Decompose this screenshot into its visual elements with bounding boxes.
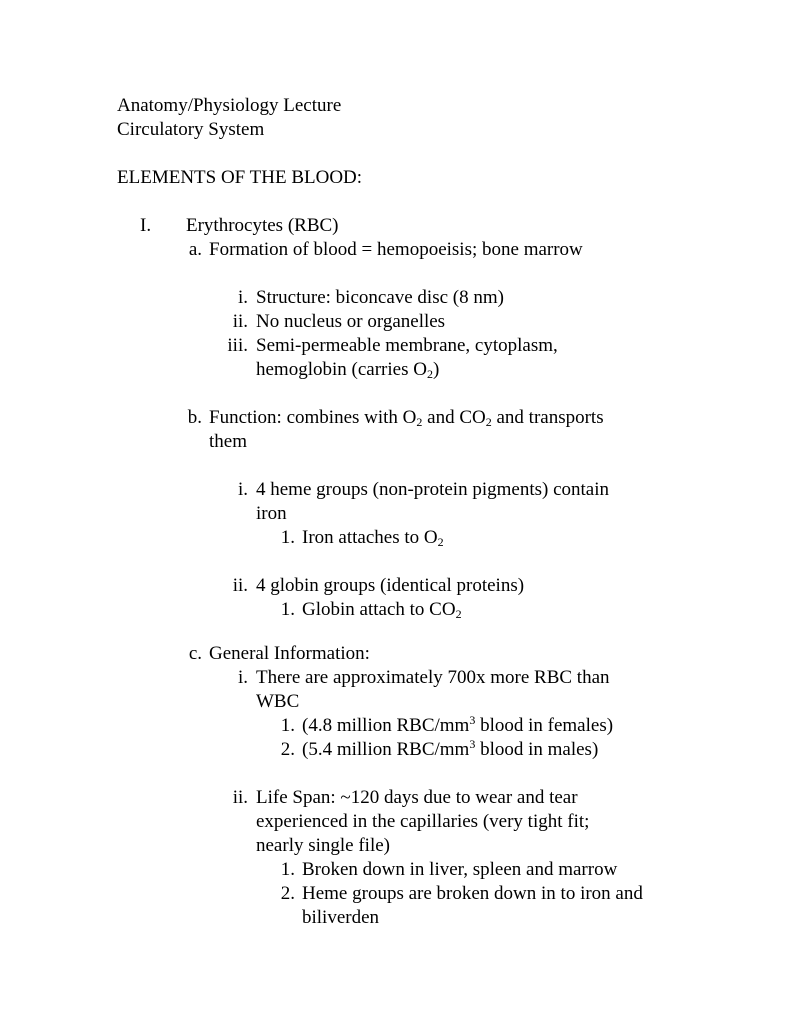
item-a-ii-text: No nucleus or organelles <box>256 311 446 332</box>
outline-item-erythrocytes: Erythrocytes (RBC) <box>186 215 339 236</box>
item-a-text: Formation of blood = hemopoeisis; bone marrow <box>209 239 583 260</box>
item-c-ii-2-line1: Heme groups are broken down in to iron and <box>302 883 643 904</box>
item-c-ii-line1: Life Span: ~120 days due to wear and tear <box>256 787 578 808</box>
item-c-ii-1-text: Broken down in liver, spleen and marrow <box>302 859 618 880</box>
item-c-i-2-text: (5.4 million RBC/$mm^3$ blood in males) <box>302 737 599 760</box>
item-b-i-1-text: Iron attaches to $O_2$ <box>302 527 444 549</box>
item-c-i-line2: WBC <box>256 691 300 712</box>
marker-a: a. <box>188 239 202 260</box>
marker-c-i: i. <box>237 667 248 688</box>
item-c-text: General Information: <box>209 643 370 664</box>
item-c-ii-2-line2: biliverden <box>302 907 380 928</box>
marker-b-i: i. <box>237 479 248 500</box>
marker-b-ii-1: 1. <box>280 599 295 620</box>
item-b-i-line2: iron <box>256 503 287 524</box>
marker-c-ii-1: 1. <box>280 859 295 880</box>
marker-a-i: i. <box>237 287 248 308</box>
marker-b-ii: ii. <box>232 575 248 596</box>
item-b-ii-text: 4 globin groups (identical proteins) <box>256 575 525 596</box>
item-a-iii-line1: Semi-permeable membrane, cytoplasm, <box>256 335 558 356</box>
item-c-ii-line2: experienced in the capillaries (very tight fit; <box>256 811 590 832</box>
item-b-i-line1: 4 heme groups (non-protein pigments) contain <box>256 479 610 500</box>
lecture-subtitle: Circulatory System <box>117 119 265 140</box>
marker-b: b. <box>187 407 202 428</box>
section-heading: ELEMENTS OF THE BLOOD: <box>117 167 363 188</box>
item-c-i-1-text: (4.8 million RBC/$mm^3$ blood in females) <box>302 713 614 736</box>
item-c-i-line1: There are approximately 700x more RBC than <box>256 667 610 688</box>
item-c-ii-line3: nearly single file) <box>256 835 391 856</box>
item-a-i-text: Structure: biconcave disc (8 nm) <box>256 287 504 308</box>
lecture-title: Anatomy/Physiology Lecture <box>117 95 342 116</box>
marker-a-iii: iii. <box>227 335 248 356</box>
item-b-line1: Function: combines with $O_2$ and $CO_2$ and transports <box>209 407 604 429</box>
item-a-iii-line2: hemoglobin (carries $O_2$) <box>256 359 440 381</box>
item-b-ii-1-text: Globin attach to $CO_2$ <box>302 599 462 621</box>
outline-numeral-1: I. <box>140 215 152 236</box>
marker-c: c. <box>188 643 202 664</box>
marker-c-ii: ii. <box>232 787 248 808</box>
marker-c-i-1: 1. <box>280 715 295 736</box>
marker-b-i-1: 1. <box>280 527 295 548</box>
marker-a-ii: ii. <box>232 311 248 332</box>
marker-c-ii-2: 2. <box>280 883 295 904</box>
marker-c-i-2: 2. <box>280 739 295 760</box>
item-b-line2: them <box>209 431 247 452</box>
